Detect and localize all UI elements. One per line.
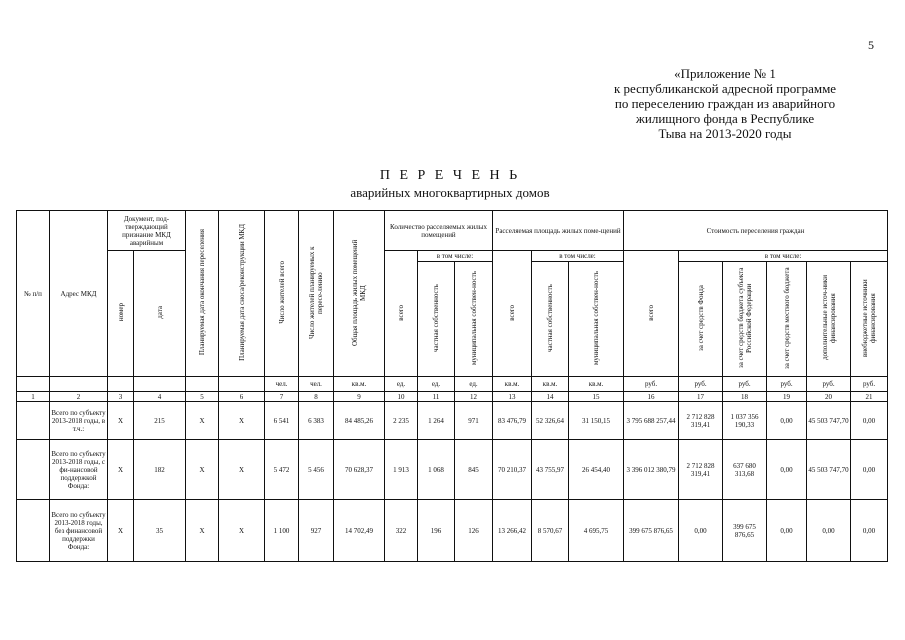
- table-cell: X: [108, 500, 134, 562]
- table-cell: 0,00: [807, 500, 851, 562]
- header-residents-planned: Число жителей планируемых к пересе-лению: [299, 211, 334, 377]
- unit-cell: кв.м.: [493, 377, 532, 392]
- table-row: [17, 402, 888, 440]
- appendix-line: к республиканской адресной программе: [613, 81, 837, 96]
- column-number: 10: [385, 392, 418, 402]
- table-cell: 0,00: [851, 440, 888, 500]
- table-cell: 0,00: [767, 500, 807, 562]
- header-count-including: в том числе:: [418, 251, 493, 262]
- header-cost-including: в том числе:: [679, 251, 888, 262]
- table-cell: 971: [455, 402, 493, 440]
- header-cost-additional: дополнительные источ-ники финансирования: [807, 262, 851, 377]
- table-cell: 6 541: [265, 402, 299, 440]
- header-cost-extrabudget: внебюджетные источники финансирования: [851, 262, 888, 377]
- column-number: 18: [723, 392, 767, 402]
- header-doc-number: номер: [108, 251, 134, 377]
- table-cell: 6 383: [299, 402, 334, 440]
- unit-cell: ед.: [418, 377, 455, 392]
- table-cell: 126: [455, 500, 493, 562]
- table-cell: 1 100: [265, 500, 299, 562]
- column-number: 19: [767, 392, 807, 402]
- table-cell: 3 795 688 257,44: [624, 402, 679, 440]
- row-number-cell: [17, 500, 50, 562]
- table-cell: 2 235: [385, 402, 418, 440]
- table-cell: X: [108, 440, 134, 500]
- header-area-private: частная собственность: [532, 262, 569, 377]
- appendix-line: по переселению граждан из аварийного: [614, 96, 836, 111]
- header-cost-group: Стоимость переселения граждан: [624, 211, 888, 251]
- table-cell: 322: [385, 500, 418, 562]
- table-cell: 26 454,40: [569, 440, 624, 500]
- row-number-cell: [17, 402, 50, 440]
- unit-cell: руб.: [679, 377, 723, 392]
- unit-cell: руб.: [767, 377, 807, 392]
- document-title: П Е Р Е Ч Е Н Ь: [379, 168, 521, 183]
- header-count-private: частная собственность: [418, 262, 455, 377]
- table-cell: 399 675 876,65: [624, 500, 679, 562]
- unit-cell: руб.: [807, 377, 851, 392]
- header-area-total: Общая площадь жилых помещений МКД: [334, 211, 385, 377]
- table-cell: 0,00: [767, 440, 807, 500]
- column-number: 5: [186, 392, 219, 402]
- unit-cell: кв.м.: [569, 377, 624, 392]
- table-cell: 70 210,37: [493, 440, 532, 500]
- header-cost-fund: за счет средств Фонда: [679, 262, 723, 377]
- page-number: 5: [868, 38, 874, 52]
- column-number: 20: [807, 392, 851, 402]
- column-number: 16: [624, 392, 679, 402]
- table-row: [17, 500, 888, 562]
- column-number: 17: [679, 392, 723, 402]
- column-number: 12: [455, 392, 493, 402]
- table-cell: 31 150,15: [569, 402, 624, 440]
- column-number: 8: [299, 392, 334, 402]
- table-cell: 52 326,64: [532, 402, 569, 440]
- table-cell: 196: [418, 500, 455, 562]
- table-cell: 8 570,67: [532, 500, 569, 562]
- column-numbers-row: [17, 392, 888, 402]
- table-cell: 3 396 012 380,79: [624, 440, 679, 500]
- header-area-municipal: муниципальная собствен-ность: [569, 262, 624, 377]
- table-cell: 0,00: [767, 402, 807, 440]
- table-cell: 83 476,79: [493, 402, 532, 440]
- unit-cell: руб.: [723, 377, 767, 392]
- table-cell: 2 712 828 319,41: [679, 440, 723, 500]
- column-number: 15: [569, 392, 624, 402]
- unit-cell: чел.: [299, 377, 334, 392]
- buildings-table: [16, 210, 888, 562]
- header-cost-local: за счет средств местного бюджета: [767, 262, 807, 377]
- table-row: [17, 440, 888, 500]
- column-number: 7: [265, 392, 299, 402]
- table-cell: 927: [299, 500, 334, 562]
- column-number: 14: [532, 392, 569, 402]
- appendix-line: жилищного фонда в Республике: [635, 111, 815, 126]
- column-number: 11: [418, 392, 455, 402]
- header-cost-total: всего: [624, 251, 679, 377]
- table-cell: X: [108, 402, 134, 440]
- table-cell: 0,00: [679, 500, 723, 562]
- table-cell: 399 675 876,65: [723, 500, 767, 562]
- header-area-including: в том числе:: [532, 251, 624, 262]
- header-residents-total: Число жителей всего: [265, 211, 299, 377]
- header-count-municipal: муниципальная собствен-ность: [455, 262, 493, 377]
- table-cell: 45 503 747,70: [807, 440, 851, 500]
- appendix-line: Тыва на 2013-2020 годы: [658, 126, 792, 141]
- row-number-cell: [17, 440, 50, 500]
- column-number: 21: [851, 392, 888, 402]
- table-cell: 637 680 313,68: [723, 440, 767, 500]
- table-cell: 845: [455, 440, 493, 500]
- document-subtitle: аварийных многоквартирных домов: [350, 185, 550, 200]
- unit-cell: чел.: [265, 377, 299, 392]
- row-label: Всего по субъекту 2013-2018 годы, без финансовой поддержки Фонда:: [50, 500, 108, 562]
- units-row: [17, 377, 888, 392]
- header-num: № п/п: [17, 211, 50, 377]
- table-cell: 0,00: [851, 500, 888, 562]
- column-number: 13: [493, 392, 532, 402]
- unit-cell: кв.м.: [532, 377, 569, 392]
- table-cell: 1 068: [418, 440, 455, 500]
- column-number: 4: [134, 392, 186, 402]
- column-number: 2: [50, 392, 108, 402]
- table-cell: 182: [134, 440, 186, 500]
- table-cell: 215: [134, 402, 186, 440]
- table-cell: 43 755,97: [532, 440, 569, 500]
- unit-cell: кв.м.: [334, 377, 385, 392]
- table-cell: X: [186, 440, 219, 500]
- table-cell: 70 628,37: [334, 440, 385, 500]
- header-count-total: всего: [385, 251, 418, 377]
- header-area-group: Расселяемая площадь жилых поме-щений: [493, 211, 624, 251]
- unit-cell: руб.: [851, 377, 888, 392]
- table-cell: X: [186, 500, 219, 562]
- unit-cell: ед.: [455, 377, 493, 392]
- column-number: 6: [219, 392, 265, 402]
- table-cell: 45 503 747,70: [807, 402, 851, 440]
- header-planned-resettle: Планируемая дата окончания переселения: [186, 211, 219, 377]
- table-cell: 1 264: [418, 402, 455, 440]
- table-cell: 35: [134, 500, 186, 562]
- table-cell: 4 695,75: [569, 500, 624, 562]
- appendix-line: «Приложение № 1: [674, 66, 776, 81]
- unit-cell: руб.: [624, 377, 679, 392]
- table-cell: 5 472: [265, 440, 299, 500]
- table-cell: X: [219, 500, 265, 562]
- table-cell: 84 485,26: [334, 402, 385, 440]
- header-planned-demolish: Планируемая дата сноса/реконструкции МКД: [219, 211, 265, 377]
- table-cell: 14 702,49: [334, 500, 385, 562]
- header-doc-date: дата: [134, 251, 186, 377]
- column-number: 3: [108, 392, 134, 402]
- header-count-group: Количество расселяемых жилых помещений: [385, 211, 493, 251]
- table-cell: 5 456: [299, 440, 334, 500]
- column-number: 1: [17, 392, 50, 402]
- unit-cell: ед.: [385, 377, 418, 392]
- header-area-sub-total: всего: [493, 251, 532, 377]
- appendix-heading: [560, 66, 890, 141]
- table-cell: 0,00: [851, 402, 888, 440]
- table-cell: X: [219, 440, 265, 500]
- row-label: Всего по субъекту 2013-2018 годы, в т.ч.:: [50, 402, 108, 440]
- column-number: 9: [334, 392, 385, 402]
- header-address: Адрес МКД: [50, 211, 108, 377]
- table-cell: 1 913: [385, 440, 418, 500]
- row-label: Всего по субъекту 2013-2018 годы, с фи-нансовой поддержкой Фонда:: [50, 440, 108, 500]
- table-cell: 2 712 828 319,41: [679, 402, 723, 440]
- table-cell: 13 266,42: [493, 500, 532, 562]
- table-cell: X: [219, 402, 265, 440]
- header-document: Документ, под-тверждающий признание МКД аварийным: [108, 211, 186, 251]
- table-cell: X: [186, 402, 219, 440]
- header-cost-subject: за счет средств бюджета субъекта Российской Федерации: [723, 262, 767, 377]
- table-cell: 1 037 356 190,33: [723, 402, 767, 440]
